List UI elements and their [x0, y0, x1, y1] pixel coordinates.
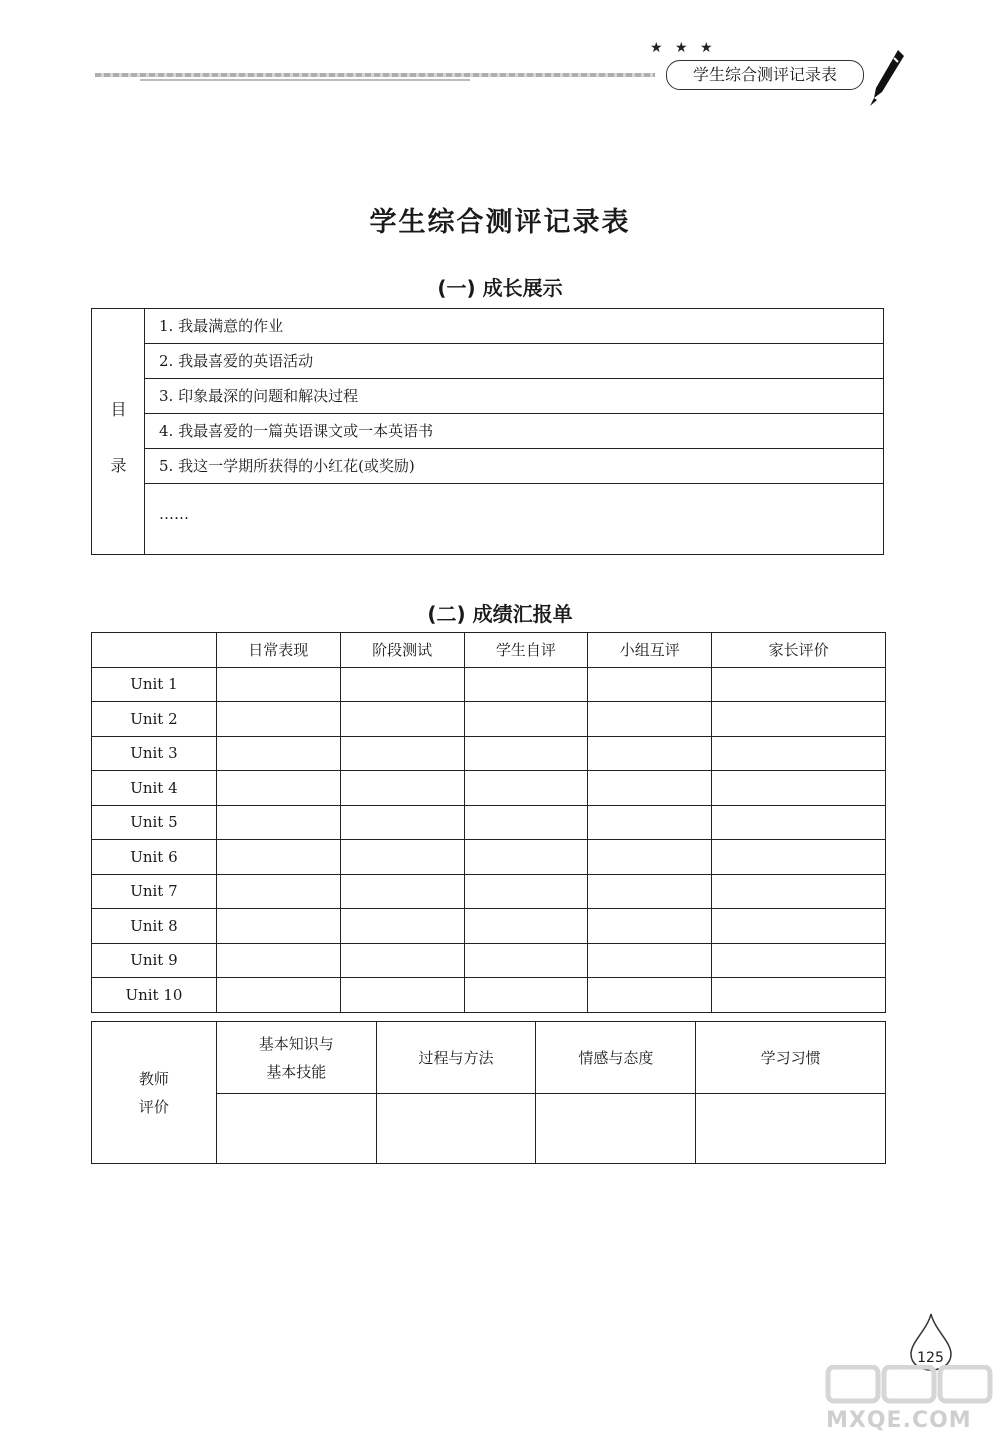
growth-item: 3. 印象最深的问题和解决过程 — [145, 379, 883, 414]
score-cell[interactable] — [464, 840, 588, 875]
teacher-label-line: 教师 — [138, 1069, 169, 1088]
side-label-char: 录 — [110, 456, 127, 475]
score-cell[interactable] — [464, 771, 588, 806]
score-cell[interactable] — [712, 978, 886, 1013]
growth-item: 4. 我最喜爱的一篇英语课文或一本英语书 — [145, 414, 883, 449]
teacher-criterion: 情感与态度 — [536, 1022, 696, 1094]
score-header-cell: 日常表现 — [216, 633, 340, 668]
criterion-line: 基本技能 — [266, 1062, 327, 1081]
score-cell[interactable] — [216, 840, 340, 875]
score-cell[interactable] — [712, 840, 886, 875]
teacher-label — [92, 1022, 217, 1164]
score-cell[interactable] — [216, 805, 340, 840]
score-cell[interactable] — [216, 702, 340, 737]
score-row — [92, 909, 886, 944]
score-cell[interactable] — [712, 874, 886, 909]
score-row — [92, 943, 886, 978]
score-cell[interactable] — [340, 667, 464, 702]
score-cell[interactable] — [216, 909, 340, 944]
score-row — [92, 667, 886, 702]
score-cell[interactable] — [588, 943, 712, 978]
score-cell[interactable] — [712, 805, 886, 840]
header-stars: ★ ★ ★ — [650, 40, 717, 56]
teacher-entry-cell[interactable] — [376, 1094, 536, 1164]
score-cell[interactable] — [712, 909, 886, 944]
score-cell[interactable] — [588, 874, 712, 909]
score-row — [92, 805, 886, 840]
score-row — [92, 771, 886, 806]
pen-icon — [868, 48, 906, 108]
score-row — [92, 874, 886, 909]
score-table — [91, 632, 886, 1013]
score-cell[interactable] — [216, 874, 340, 909]
growth-item-ellipsis: …… — [159, 505, 189, 523]
score-cell[interactable] — [464, 874, 588, 909]
criterion-line: 基本知识与 — [258, 1034, 334, 1053]
score-cell[interactable] — [340, 909, 464, 944]
score-cell[interactable] — [216, 771, 340, 806]
score-cell[interactable] — [712, 736, 886, 771]
growth-item: 1. 我最满意的作业 — [145, 309, 883, 344]
score-cell[interactable] — [588, 840, 712, 875]
teacher-label-line: 评价 — [138, 1097, 169, 1116]
teacher-entry-cell[interactable] — [216, 1094, 376, 1164]
score-cell[interactable] — [340, 874, 464, 909]
score-cell[interactable] — [588, 771, 712, 806]
teacher-criterion: 过程与方法 — [376, 1022, 536, 1094]
teacher-evaluation-table — [91, 1021, 886, 1164]
teacher-entry-cell[interactable] — [696, 1094, 886, 1164]
score-cell[interactable] — [216, 943, 340, 978]
unit-label: Unit 1 — [92, 667, 217, 702]
unit-label: Unit 4 — [92, 771, 217, 806]
score-header-cell: 学生自评 — [464, 633, 588, 668]
main-title: 学生综合测评记录表 — [369, 207, 631, 238]
score-cell[interactable] — [588, 702, 712, 737]
score-row — [92, 978, 886, 1013]
score-row — [92, 840, 886, 875]
score-row — [92, 736, 886, 771]
section-scores-title: (二) 成绩汇报单 — [427, 602, 573, 626]
teacher-entry-cell[interactable] — [536, 1094, 696, 1164]
score-cell[interactable] — [216, 667, 340, 702]
header-rule — [95, 73, 655, 77]
score-row — [92, 702, 886, 737]
score-cell[interactable] — [340, 943, 464, 978]
score-header-cell: 小组互评 — [588, 633, 712, 668]
header-rule-secondary — [140, 79, 470, 81]
score-cell[interactable] — [340, 840, 464, 875]
unit-label: Unit 5 — [92, 805, 217, 840]
unit-label: Unit 6 — [92, 840, 217, 875]
score-cell[interactable] — [712, 771, 886, 806]
score-cell[interactable] — [464, 667, 588, 702]
unit-label: Unit 3 — [92, 736, 217, 771]
header-title: 学生综合测评记录表 — [666, 60, 864, 90]
side-label-char: 目 — [110, 400, 127, 419]
teacher-criterion: 学习习惯 — [696, 1022, 886, 1094]
teacher-criterion — [216, 1022, 376, 1094]
unit-label: Unit 9 — [92, 943, 217, 978]
score-cell[interactable] — [464, 909, 588, 944]
score-cell[interactable] — [340, 805, 464, 840]
score-header-row — [92, 633, 886, 668]
score-header-cell — [92, 633, 217, 668]
score-header-cell: 家长评价 — [712, 633, 886, 668]
growth-table — [91, 308, 884, 555]
score-cell[interactable] — [340, 736, 464, 771]
score-cell[interactable] — [464, 805, 588, 840]
unit-label: Unit 2 — [92, 702, 217, 737]
score-cell[interactable] — [588, 909, 712, 944]
score-cell[interactable] — [588, 805, 712, 840]
score-cell[interactable] — [464, 736, 588, 771]
score-header-cell: 阶段测试 — [340, 633, 464, 668]
growth-item: 2. 我最喜爱的英语活动 — [145, 344, 883, 379]
score-cell[interactable] — [588, 736, 712, 771]
score-cell[interactable] — [340, 771, 464, 806]
score-cell[interactable] — [464, 943, 588, 978]
section-growth-title: (一) 成长展示 — [437, 276, 563, 300]
watermark-text: MXQE.COM — [826, 1408, 972, 1433]
score-cell[interactable] — [340, 702, 464, 737]
unit-label: Unit 8 — [92, 909, 217, 944]
score-cell[interactable] — [712, 702, 886, 737]
growth-item: 5. 我这一学期所获得的小红花(或奖励) — [145, 449, 883, 484]
score-cell[interactable] — [712, 667, 886, 702]
teacher-header-row — [92, 1022, 886, 1094]
score-cell[interactable] — [588, 978, 712, 1013]
unit-label: Unit 10 — [92, 978, 217, 1013]
page-number: 125 — [917, 1350, 944, 1366]
score-cell[interactable] — [216, 736, 340, 771]
unit-label: Unit 7 — [92, 874, 217, 909]
score-cell[interactable] — [588, 667, 712, 702]
score-cell[interactable] — [712, 943, 886, 978]
score-cell[interactable] — [464, 702, 588, 737]
score-cell[interactable] — [216, 978, 340, 1013]
score-cell[interactable] — [340, 978, 464, 1013]
score-cell[interactable] — [464, 978, 588, 1013]
growth-side-label — [92, 309, 145, 554]
